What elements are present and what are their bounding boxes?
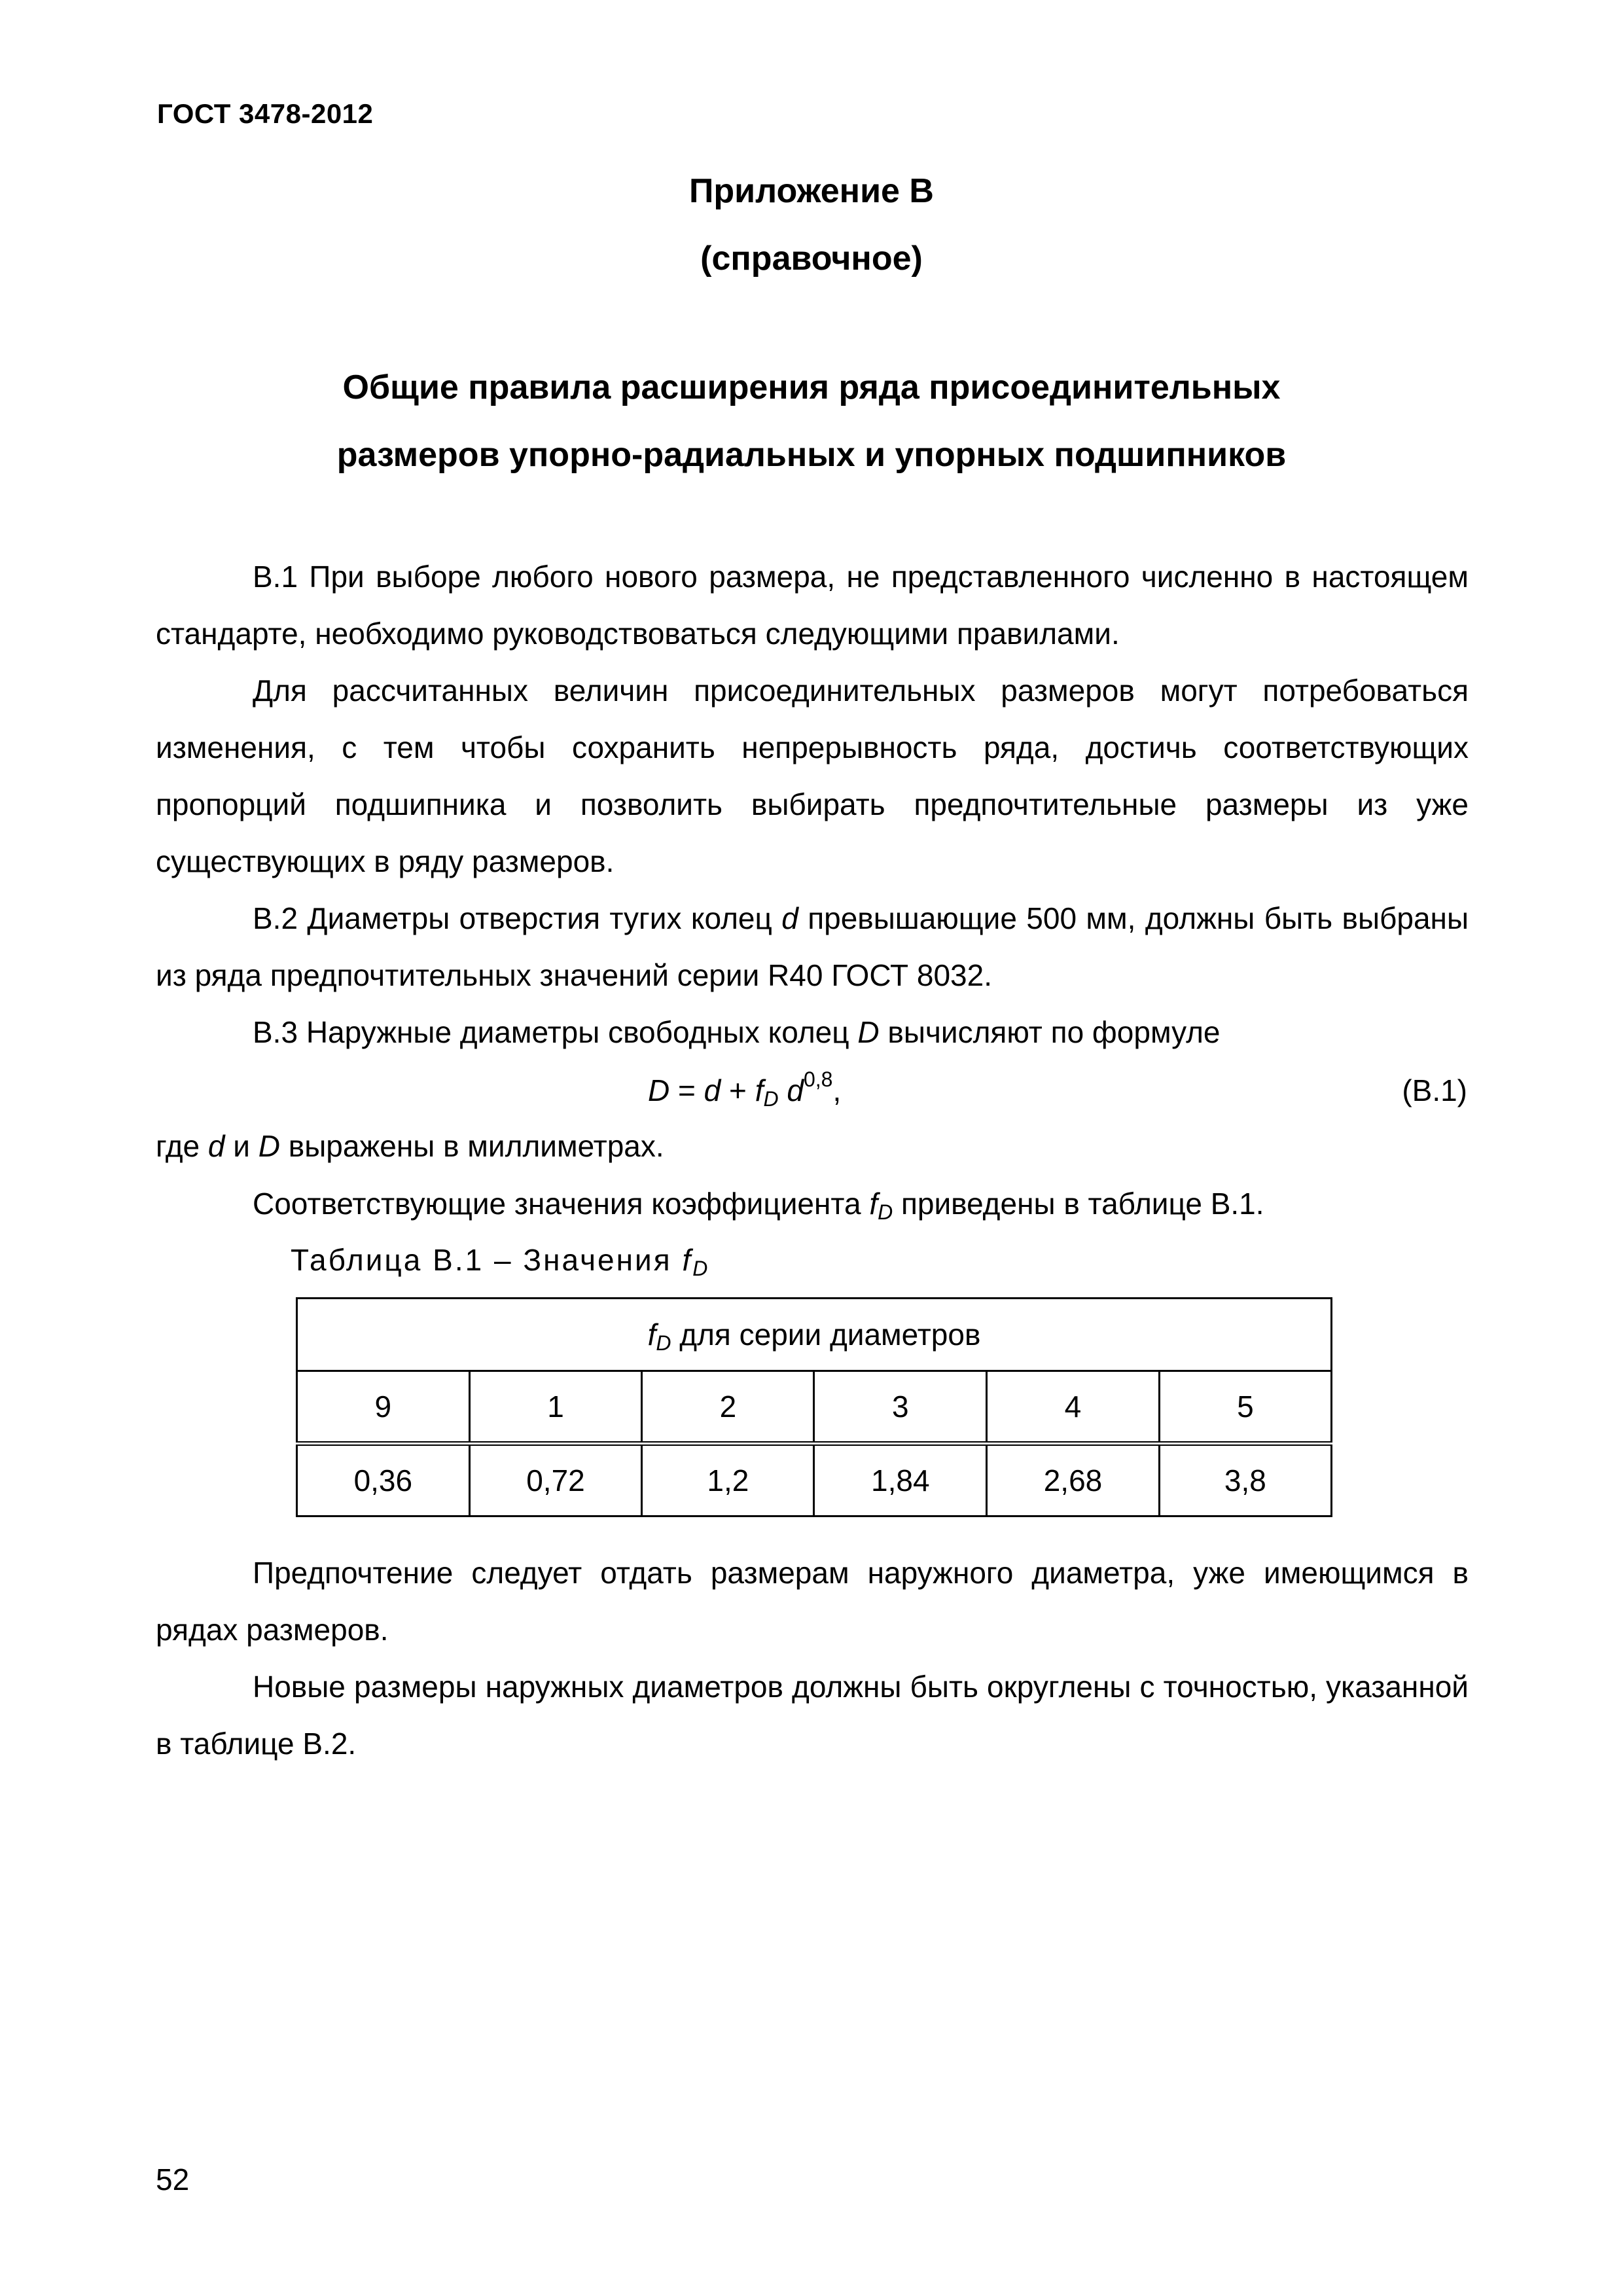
formula-d: d (704, 1073, 721, 1107)
b2-variable-d: d (781, 901, 798, 935)
table-series-row (297, 1371, 1332, 1444)
paragraph-new-sizes (156, 1659, 1469, 1772)
fd-values-table (296, 1297, 1332, 1517)
formula (648, 1062, 841, 1119)
table-value-cell: 2,68 (987, 1444, 1160, 1516)
table-header-f: f (647, 1318, 656, 1352)
b3-text-start: В.3 Наружные диаметры свободных колец (253, 1015, 858, 1049)
table-caption (291, 1232, 709, 1289)
paragraph-b1-continued (156, 662, 1469, 890)
table-caption-f: f (682, 1243, 693, 1277)
formula-d-power: d (778, 1073, 804, 1107)
table-value-cell: 1,84 (814, 1444, 987, 1516)
formula-exponent: 0,8 (803, 1067, 833, 1091)
table-caption-text: Таблица В.1 – Значения (291, 1243, 683, 1277)
paragraph-preference-text: Предпочтение следует отдать размерам наружного диаметра, уже имеющимся в рядах размеров. (156, 1556, 1469, 1647)
formula-comma: , (832, 1073, 842, 1107)
where-text-end: выражены в миллиметрах. (280, 1129, 664, 1163)
b3-variable-D: D (857, 1015, 880, 1049)
table-value-cell: 0,36 (297, 1444, 470, 1516)
table-header-cell (297, 1299, 1332, 1371)
page-number: 52 (156, 2162, 190, 2197)
paragraph-b2 (156, 890, 1469, 1004)
formula-equals: = (669, 1073, 704, 1107)
table-value-cell: 1,2 (642, 1444, 814, 1516)
table-series-cell: 2 (642, 1371, 814, 1444)
table-series-cell: 9 (297, 1371, 470, 1444)
paragraph-coefficient (156, 1175, 1469, 1232)
formula-number: (В.1) (1402, 1073, 1467, 1107)
where-and: и (224, 1129, 259, 1163)
paragraph-b1-text: В.1 При выборе любого нового размера, не представленного численно в настоящем стандарте, необходимо руководствоваться следующими правилами. (156, 560, 1469, 651)
formula-lhs: D (648, 1073, 670, 1107)
table-value-cell: 0,72 (469, 1444, 642, 1516)
section-heading-line-2: размеров упорно-радиальных и упорных подшипников (336, 436, 1287, 474)
coef-variable-f: f (869, 1187, 878, 1221)
paragraph-new-sizes-text: Новые размеры наружных диаметров должны быть округлены с точностью, указанной в таблице В.2. (156, 1670, 1469, 1761)
paragraph-b3 (156, 1004, 1469, 1061)
b2-text-start: В.2 Диаметры отверстия тугих колец (253, 901, 782, 935)
table-series-cell: 3 (814, 1371, 987, 1444)
paragraph-b1-continued-text: Для рассчитанных величин присоединительных размеров могут потребоваться изменения, с тем чтобы сохранить непрерывность ряда, достичь соответствующих пропорций подшипника и позволить выбирать предпочтительные размеры из уже существующих в ряду размеров. (156, 673, 1469, 878)
table-series-cell: 1 (469, 1371, 642, 1444)
document-header: ГОСТ 3478-2012 (157, 98, 374, 129)
paragraph-where (156, 1118, 1469, 1175)
paragraph-preference (156, 1545, 1469, 1659)
where-variable-D: D (258, 1129, 281, 1163)
table-header-row (297, 1299, 1332, 1371)
table-caption-subscript: D (692, 1257, 710, 1280)
coef-variable-subscript: D (878, 1200, 893, 1224)
section-heading-line-1: Общие правила расширения ряда присоединительных (342, 368, 1281, 406)
b3-text-end: вычисляют по формуле (879, 1015, 1221, 1049)
coef-text-end: приведены в таблице В.1. (893, 1187, 1264, 1221)
table-series-cell: 5 (1159, 1371, 1331, 1444)
table-value-cell: 3,8 (1159, 1444, 1331, 1516)
table-header-subscript: D (656, 1331, 671, 1355)
where-text-start: где (156, 1129, 208, 1163)
table-values-row (297, 1444, 1332, 1516)
b2-text-end: превышающие 500 мм, должны быть выбраны из ряда предпочтительных значений серии R40 ГОСТ 8032. (156, 901, 1469, 992)
table-series-cell: 4 (987, 1371, 1160, 1444)
where-variable-d: d (207, 1129, 225, 1163)
formula-f-subscript: D (763, 1087, 779, 1111)
table-header-text: для серии диаметров (671, 1318, 981, 1352)
paragraph-b1 (156, 548, 1469, 662)
appendix-title: Приложение В (689, 172, 934, 210)
formula-f: f (755, 1073, 764, 1107)
coef-text-start: Соответствующие значения коэффициента (253, 1187, 870, 1221)
formula-plus: + (721, 1073, 755, 1107)
appendix-subtitle: (справочное) (700, 240, 923, 278)
